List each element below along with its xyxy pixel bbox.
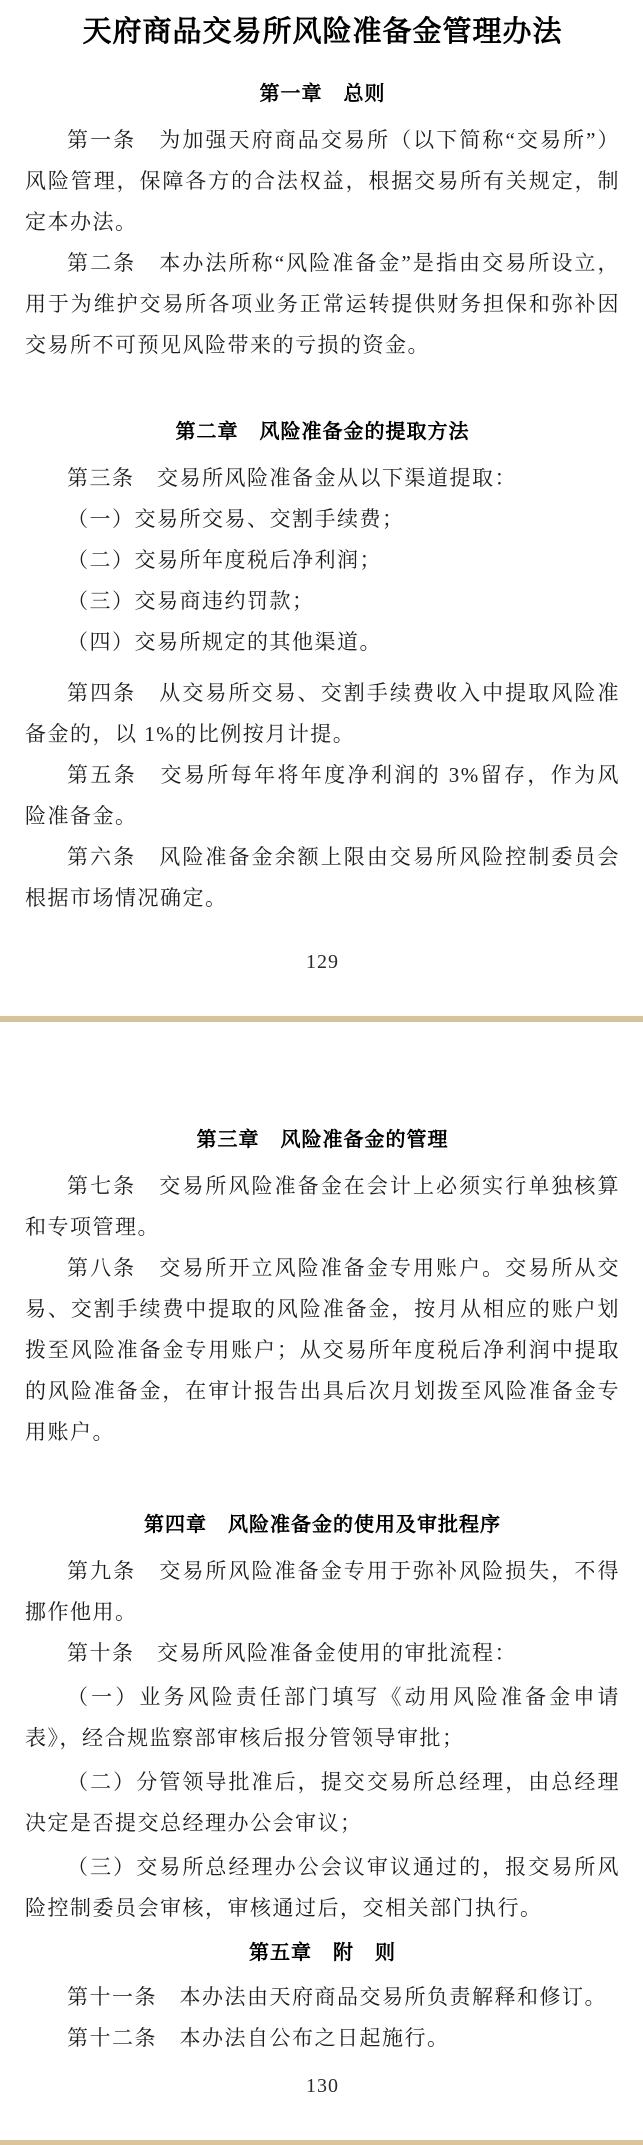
list-item-3: （三）交易所总经理办公会议审议通过的，报交易所风险控制委员会审核，审核通过后，交相关部门执行。 xyxy=(25,1855,620,1920)
document-title: 天府商品交易所风险准备金管理办法 xyxy=(82,16,563,48)
para-article-7: 第七条 交易所风险准备金在会计上必须实行单独核算和专项管理。 xyxy=(25,1174,620,1239)
page-separator-bottom xyxy=(0,2140,643,2145)
para-article-5: 第五条 交易所每年将年度净利润的 3%留存，作为风险准备金。 xyxy=(25,763,620,828)
chapter-3-heading: 第三章 风险准备金的管理 xyxy=(196,1129,449,1151)
chapter-5-heading: 第五章 附 则 xyxy=(249,1942,396,1964)
chapter-4-heading: 第四章 风险准备金的使用及审批程序 xyxy=(144,1514,501,1536)
para-article-10: 第十条 交易所风险准备金使用的审批流程： xyxy=(67,1641,517,1665)
page-number-130: 130 xyxy=(306,2075,339,2097)
page-number-129: 129 xyxy=(306,951,339,973)
list-item-1: （一）交易所交易、交割手续费； xyxy=(67,507,405,531)
para-article-3: 第三条 交易所风险准备金从以下渠道提取： xyxy=(67,466,517,490)
list-item-4: （四）交易所规定的其他渠道。 xyxy=(67,630,382,654)
list-item-3: （三）交易商违约罚款； xyxy=(67,589,315,613)
page-130 xyxy=(0,1022,643,2140)
para-article-1: 第一条 为加强天府商品交易所（以下简称“交易所”）风险管理，保障各方的合法权益，根据交易所有关规定，制定本办法。 xyxy=(25,128,620,234)
para-article-12: 第十二条 本办法自公布之日起施行。 xyxy=(67,2026,450,2050)
list-item-1: （一）业务风险责任部门填写《动用风险准备金申请表》，经合规监察部审核后报分管领导审批； xyxy=(25,1685,620,1750)
page-129 xyxy=(0,0,643,1016)
chapter-2-heading: 第二章 风险准备金的提取方法 xyxy=(175,421,470,443)
list-item-2: （二）交易所年度税后净利润； xyxy=(67,548,382,572)
para-article-4: 第四条 从交易所交易、交割手续费收入中提取风险准备金的，以 1%的比例按月计提。 xyxy=(25,681,620,746)
para-article-6: 第六条 风险准备金余额上限由交易所风险控制委员会根据市场情况确定。 xyxy=(25,845,620,910)
para-article-9: 第九条 交易所风险准备金专用于弥补风险损失，不得挪作他用。 xyxy=(25,1559,620,1624)
para-article-11: 第十一条 本办法由天府商品交易所负责解释和修订。 xyxy=(67,1985,607,2009)
list-item-2: （二）分管领导批准后，提交交易所总经理，由总经理决定是否提交总经理办公会审议； xyxy=(25,1770,620,1835)
para-article-8: 第八条 交易所开立风险准备金专用账户。交易所从交易、交割手续费中提取的风险准备金，按月从相应的账户划拨至风险准备金专用账户；从交易所年度税后净利润中提取的风险准备金，在审计报告出具后次月划拨至风险准备金专用账户。 xyxy=(25,1256,620,1444)
para-article-2: 第二条 本办法所称“风险准备金”是指由交易所设立，用于为维护交易所各项业务正常运转提供财务担保和弥补因交易所不可预见风险带来的亏损的资金。 xyxy=(25,251,620,357)
chapter-1-heading: 第一章 总则 xyxy=(259,83,386,105)
